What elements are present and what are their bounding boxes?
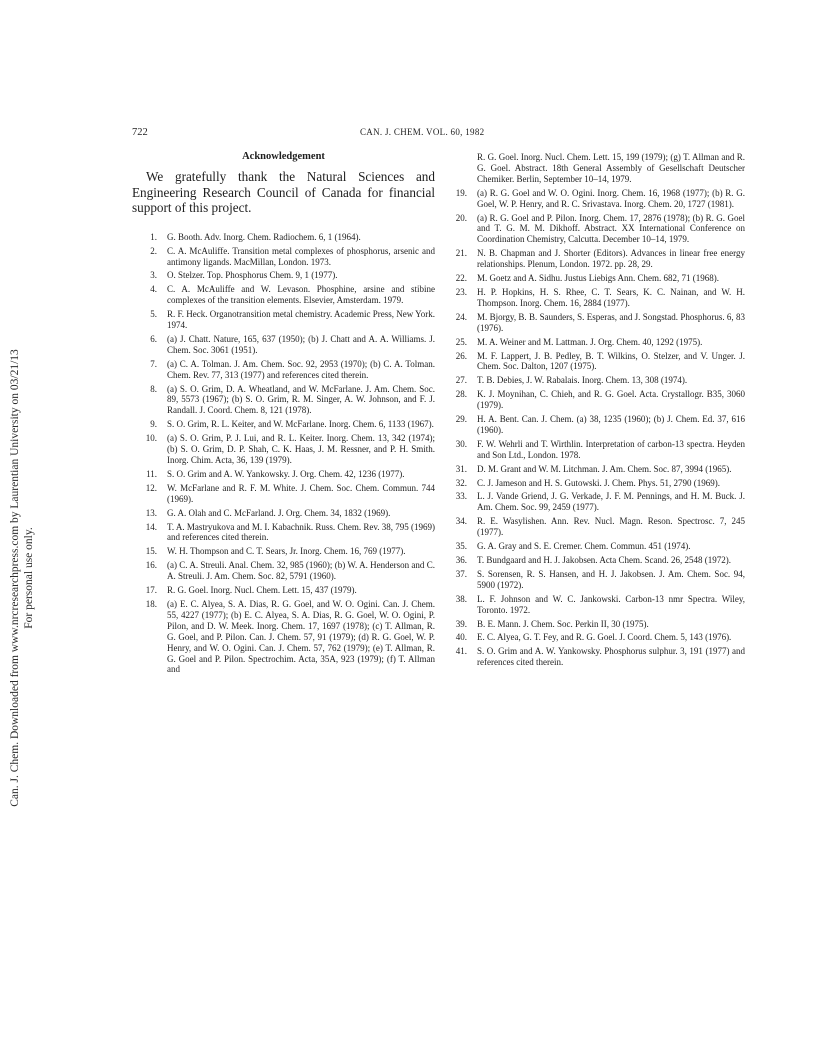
- reference-number: 37.: [455, 568, 467, 579]
- running-head: CAN. J. CHEM. VOL. 60, 1982: [360, 127, 485, 137]
- reference-text: (a) C. A. Streuli. Anal. Chem. 32, 985 (1960); (b) W. A. Henderson and C. A. Streuli. J. Am. Chem. Soc. 82, 5791 (1960).: [167, 560, 435, 582]
- reference-item: [442, 569, 745, 591]
- reference-item: [442, 273, 745, 284]
- reference-number: 33.: [455, 491, 467, 502]
- reference-text: O. Stelzer. Top. Phosphorus Chem. 9, 1 (1977).: [167, 270, 338, 281]
- reference-number: 36.: [455, 555, 467, 565]
- reference-number: 14.: [145, 521, 157, 532]
- reference-item: [132, 232, 435, 243]
- left-column: [132, 152, 435, 678]
- reference-item: [132, 483, 435, 505]
- reference-text: T. B. Debies, J. W. Rabalais. Inorg. Chem. 13, 308 (1974).: [477, 375, 688, 386]
- reference-item: [442, 646, 745, 668]
- reference-text: M. A. Weiner and M. Lattman. J. Org. Chem. 40, 1292 (1975).: [477, 336, 703, 347]
- reference-item: [442, 337, 745, 348]
- reference-text: (a) R. G. Goel and P. Pilon. Inorg. Chem. 17, 2876 (1978); (b) R. G. Goel and T. G. M. M. Dikhoff. Abstract. XX International Conference on Coordination Chemistry, Calcutta. December 10–14, 1979.: [477, 212, 745, 245]
- reference-text: W. McFarlane and R. F. M. White. J. Chem. Soc. Chem. Commun. 744 (1969).: [167, 482, 435, 504]
- reference-item: [132, 469, 435, 480]
- reference-number: 39.: [455, 618, 467, 629]
- reference-text: (a) S. O. Grim, P. J. Lui, and R. L. Keiter. Inorg. Chem. 13, 342 (1974); (b) S. O. Grim, D. P. Shah, C. K. Haas, J. M. Ressner, and P. H. Smith. Inorg. Chim. Acta, 36, 139 (1979).: [167, 433, 435, 465]
- reference-item: [132, 384, 435, 417]
- reference-number: 40.: [455, 632, 467, 643]
- reference-item: [442, 351, 745, 373]
- reference-text: S. O. Grim and A. W. Yankowsky. J. Org. Chem. 42, 1236 (1977).: [167, 468, 405, 479]
- reference-item: [132, 546, 435, 557]
- reference-number: 2.: [150, 245, 157, 256]
- reference-item: [442, 248, 745, 270]
- reference-text: B. E. Mann. J. Chem. Soc. Perkin II, 30 (1975).: [477, 618, 649, 629]
- reference-text: W. H. Thompson and C. T. Sears, Jr. Inorg. Chem. 16, 769 (1977).: [167, 546, 406, 557]
- reference-item: [442, 619, 745, 630]
- reference-item: [442, 414, 745, 436]
- reference-number: 7.: [150, 358, 157, 369]
- reference-number: 34.: [455, 516, 467, 527]
- download-watermark-line-2: For personal use only.: [23, 527, 35, 629]
- reference-item: [442, 632, 745, 643]
- reference-18-continuation: R. G. Goel. Inorg. Nucl. Chem. Lett. 15, 199 (1979); (g) T. Allman and R. G. Goel. Abstract. 18th General Assembly of Gesellschaft Deutscher Chemiker. Berlin, September 10–14, 1979.: [477, 152, 745, 184]
- reference-number: 19.: [455, 187, 467, 198]
- reference-text: C. A. McAuliffe and W. Levason. Phosphine, arsine and stibine complexes of the transition elements. Elsevier, Amsterdam. 1979.: [167, 284, 435, 306]
- reference-item: [442, 491, 745, 513]
- reference-text: S. O. Grim, R. L. Keiter, and W. McFarlane. Inorg. Chem. 6, 1133 (1967).: [167, 419, 434, 430]
- reference-item: [442, 213, 745, 246]
- reference-number: 31.: [455, 463, 467, 474]
- reference-number: 30.: [455, 438, 467, 449]
- reference-number: 5.: [150, 309, 157, 320]
- acknowledgement-heading: Acknowledgement: [242, 151, 325, 162]
- reference-text: (a) C. A. Tolman. J. Am. Chem. Soc. 92, 2953 (1970); (b) C. A. Tolman. Chem. Rev. 77, 313 (1977) and references cited therein.: [167, 358, 435, 380]
- download-watermark: [0, 0, 40, 1056]
- reference-text: M. Bjorgy, B. B. Saunders, S. Esperas, and J. Songstad. Phosphorus. 6, 83 (1976).: [477, 311, 745, 333]
- reference-number: 25.: [455, 336, 467, 347]
- reference-number: 1.: [150, 231, 157, 242]
- reference-number: 21.: [455, 248, 467, 259]
- reference-number: 32.: [455, 477, 467, 488]
- reference-number: 6.: [150, 333, 157, 344]
- reference-number: 16.: [145, 560, 157, 571]
- reference-item: [442, 287, 745, 309]
- download-watermark-line-1: Can. J. Chem. Downloaded from www.nrcresearchpress.com by Laurentian University on 03/21/13: [9, 349, 21, 807]
- page-number: 722: [132, 127, 148, 138]
- reference-item: [442, 312, 745, 334]
- reference-number: 17.: [145, 585, 157, 596]
- acknowledgement-body: We gratefully thank the Natural Sciences and Engineering Research Council of Canada for financial support of this project.: [132, 168, 435, 216]
- reference-number: 38.: [455, 593, 467, 604]
- reference-text: (a) J. Chatt. Nature, 165, 637 (1950); (b) J. Chatt and A. A. Williams. J. Chem. Soc. 3061 (1951).: [167, 333, 435, 355]
- reference-text: S. Sorensen, R. S. Hansen, and H. J. Jakobsen. J. Am. Chem. Soc. 94, 5900 (1972).: [477, 568, 745, 590]
- reference-text: T. Bundgaard and H. J. Jakobsen. Acta Chem. Scand. 26, 2548 (1972).: [477, 555, 732, 565]
- reference-item: [442, 188, 745, 210]
- reference-number: 29.: [455, 414, 467, 425]
- reference-text: (a) E. C. Alyea, S. A. Dias, R. G. Goel, and W. O. Ogini. Can. J. Chem. 55, 4227 (1977); (b) E. C. Alyea, S. A. Dias, R. G. Goel, W. O. Ogini, P. Pilon, and D. W. Meek. Inorg. Chem. 17, 1697 (1978); (c) T. Allman, R. G. Goel, and P. Pilon. Can. J. Chem. 57, 91 (1979); (d) R. G. Goel, W. P. Henry, and W. O. Ogini. Can. J. Chem. 57, 762 (1979); (e) T. Allman, R. G. Goel and P. Pilon. Spectrochim. Acta, 35A, 923 (1979); (f) T. Allman and: [167, 598, 435, 675]
- reference-text: L. J. Vande Griend, J. G. Verkade, J. F. M. Pennings, and H. M. Buck. J. Am. Chem. Soc. 99, 2459 (1977).: [477, 491, 745, 513]
- reference-item: [132, 309, 435, 331]
- reference-number: 4.: [150, 284, 157, 295]
- reference-text: L. F. Johnson and W. C. Jankowski. Carbon-13 nmr Spectra. Wiley, Toronto. 1972.: [477, 593, 745, 615]
- reference-number: 3.: [150, 270, 157, 281]
- reference-list-right: [442, 188, 745, 668]
- reference-item: [132, 599, 435, 675]
- reference-number: 15.: [145, 546, 157, 557]
- reference-text: S. O. Grim and A. W. Yankowsky. Phosphorus sulphur. 3, 191 (1977) and references cited therein.: [477, 646, 745, 668]
- reference-number: 41.: [455, 646, 467, 657]
- reference-text: T. A. Mastryukova and M. I. Kabachnik. Russ. Chem. Rev. 38, 795 (1969) and references cited therein.: [167, 521, 435, 543]
- reference-text: G. Booth. Adv. Inorg. Chem. Radiochem. 6, 1 (1964).: [167, 231, 361, 242]
- reference-item: [132, 419, 435, 430]
- reference-text: R. G. Goel. Inorg. Nucl. Chem. Lett. 15, 437 (1979).: [167, 585, 357, 596]
- reference-text: R. F. Heck. Organotransition metal chemistry. Academic Press, New York. 1974.: [167, 309, 435, 331]
- reference-number: 13.: [145, 507, 157, 518]
- reference-text: R. E. Wasylishen. Ann. Rev. Nucl. Magn. Reson. Spectrosc. 7, 245 (1977).: [477, 516, 745, 538]
- right-column: [442, 152, 745, 671]
- reference-number: 26.: [455, 350, 467, 361]
- reference-item: [132, 508, 435, 519]
- reference-list-left: [132, 232, 435, 676]
- reference-text: K. J. Moynihan, C. Chieh, and R. G. Goel. Acta. Crystallogr. B35, 3060 (1979).: [477, 389, 745, 411]
- reference-item: [442, 541, 745, 552]
- reference-number: 22.: [455, 273, 467, 284]
- reference-item: [442, 516, 745, 538]
- reference-item: [442, 464, 745, 475]
- reference-text: G. A. Olah and C. McFarland. J. Org. Chem. 34, 1832 (1969).: [167, 507, 391, 518]
- reference-text: (a) S. O. Grim, D. A. Wheatland, and W. McFarlane. J. Am. Chem. Soc. 89, 5573 (1967); (b) S. O. Grim, R. M. Singer, A. W. Johnson, and F. J. Randall. J. Coord. Chem. 8, 121 (1978).: [167, 383, 435, 416]
- reference-item: [442, 594, 745, 616]
- reference-text: H. P. Hopkins, H. S. Rhee, C. T. Sears, K. C. Nainan, and W. H. Thompson. Inorg. Chem. 16, 2884 (1977).: [477, 286, 745, 308]
- reference-number: 27.: [455, 375, 467, 386]
- reference-number: 23.: [455, 286, 467, 297]
- reference-item: [132, 334, 435, 356]
- reference-text: M. Goetz and A. Sidhu. Justus Liebigs Ann. Chem. 682, 71 (1968).: [477, 273, 719, 284]
- reference-item: [442, 439, 745, 461]
- reference-item: [442, 389, 745, 411]
- reference-item: [132, 585, 435, 596]
- reference-item: [132, 359, 435, 381]
- reference-item: [442, 478, 745, 489]
- reference-item: [132, 284, 435, 306]
- reference-text: (a) R. G. Goel and W. O. Ogini. Inorg. Chem. 16, 1968 (1977); (b) R. G. Goel, W. P. Henry, and R. C. Srivastava. Inorg. Chem. 20, 1727 (1981).: [477, 187, 745, 209]
- reference-text: C. J. Jameson and H. S. Gutowski. J. Chem. Phys. 51, 2790 (1969).: [477, 477, 721, 488]
- reference-number: 35.: [455, 541, 467, 552]
- reference-text: D. M. Grant and W. M. Litchman. J. Am. Chem. Soc. 87, 3994 (1965).: [477, 463, 732, 474]
- reference-number: 8.: [150, 383, 157, 394]
- reference-number: 20.: [455, 212, 467, 223]
- reference-item: [442, 375, 745, 386]
- reference-text: H. A. Bent. Can. J. Chem. (a) 38, 1235 (1960); (b) J. Chem. Ed. 37, 616 (1960).: [477, 414, 745, 435]
- reference-item: [132, 433, 435, 466]
- reference-number: 10.: [145, 433, 157, 444]
- reference-text: F. W. Wehrli and T. Wirthlin. Interpretation of carbon-13 spectra. Heyden and Son Ltd., London. 1978.: [477, 438, 745, 460]
- reference-item: [132, 522, 435, 544]
- download-watermark-text: [8, 198, 36, 958]
- reference-text: G. A. Gray and S. E. Cremer. Chem. Commun. 451 (1974).: [477, 541, 691, 552]
- reference-number: 28.: [455, 389, 467, 400]
- reference-text: C. A. McAuliffe. Transition metal complexes of phosphorus, arsenic and antimony ligands. MacMillan, London. 1973.: [167, 245, 435, 267]
- reference-item: [442, 555, 745, 566]
- reference-item: [132, 560, 435, 582]
- reference-item: [132, 270, 435, 281]
- reference-item: [132, 246, 435, 268]
- reference-number: 12.: [145, 482, 157, 493]
- reference-text: N. B. Chapman and J. Shorter (Editors). Advances in linear free energy relationships. Plenum, London. 1972. pp. 28, 29.: [477, 248, 745, 270]
- reference-number: 9.: [150, 419, 157, 430]
- reference-number: 18.: [145, 598, 157, 609]
- reference-text: E. C. Alyea, G. T. Fey, and R. G. Goel. J. Coord. Chem. 5, 143 (1976).: [477, 632, 732, 643]
- reference-text: M. F. Lappert, J. B. Pedley, B. T. Wilkins, O. Stelzer, and V. Unger. J. Chem. Soc. Dalton, 1207 (1975).: [477, 350, 745, 372]
- reference-number: 24.: [455, 311, 467, 322]
- reference-number: 11.: [146, 468, 157, 479]
